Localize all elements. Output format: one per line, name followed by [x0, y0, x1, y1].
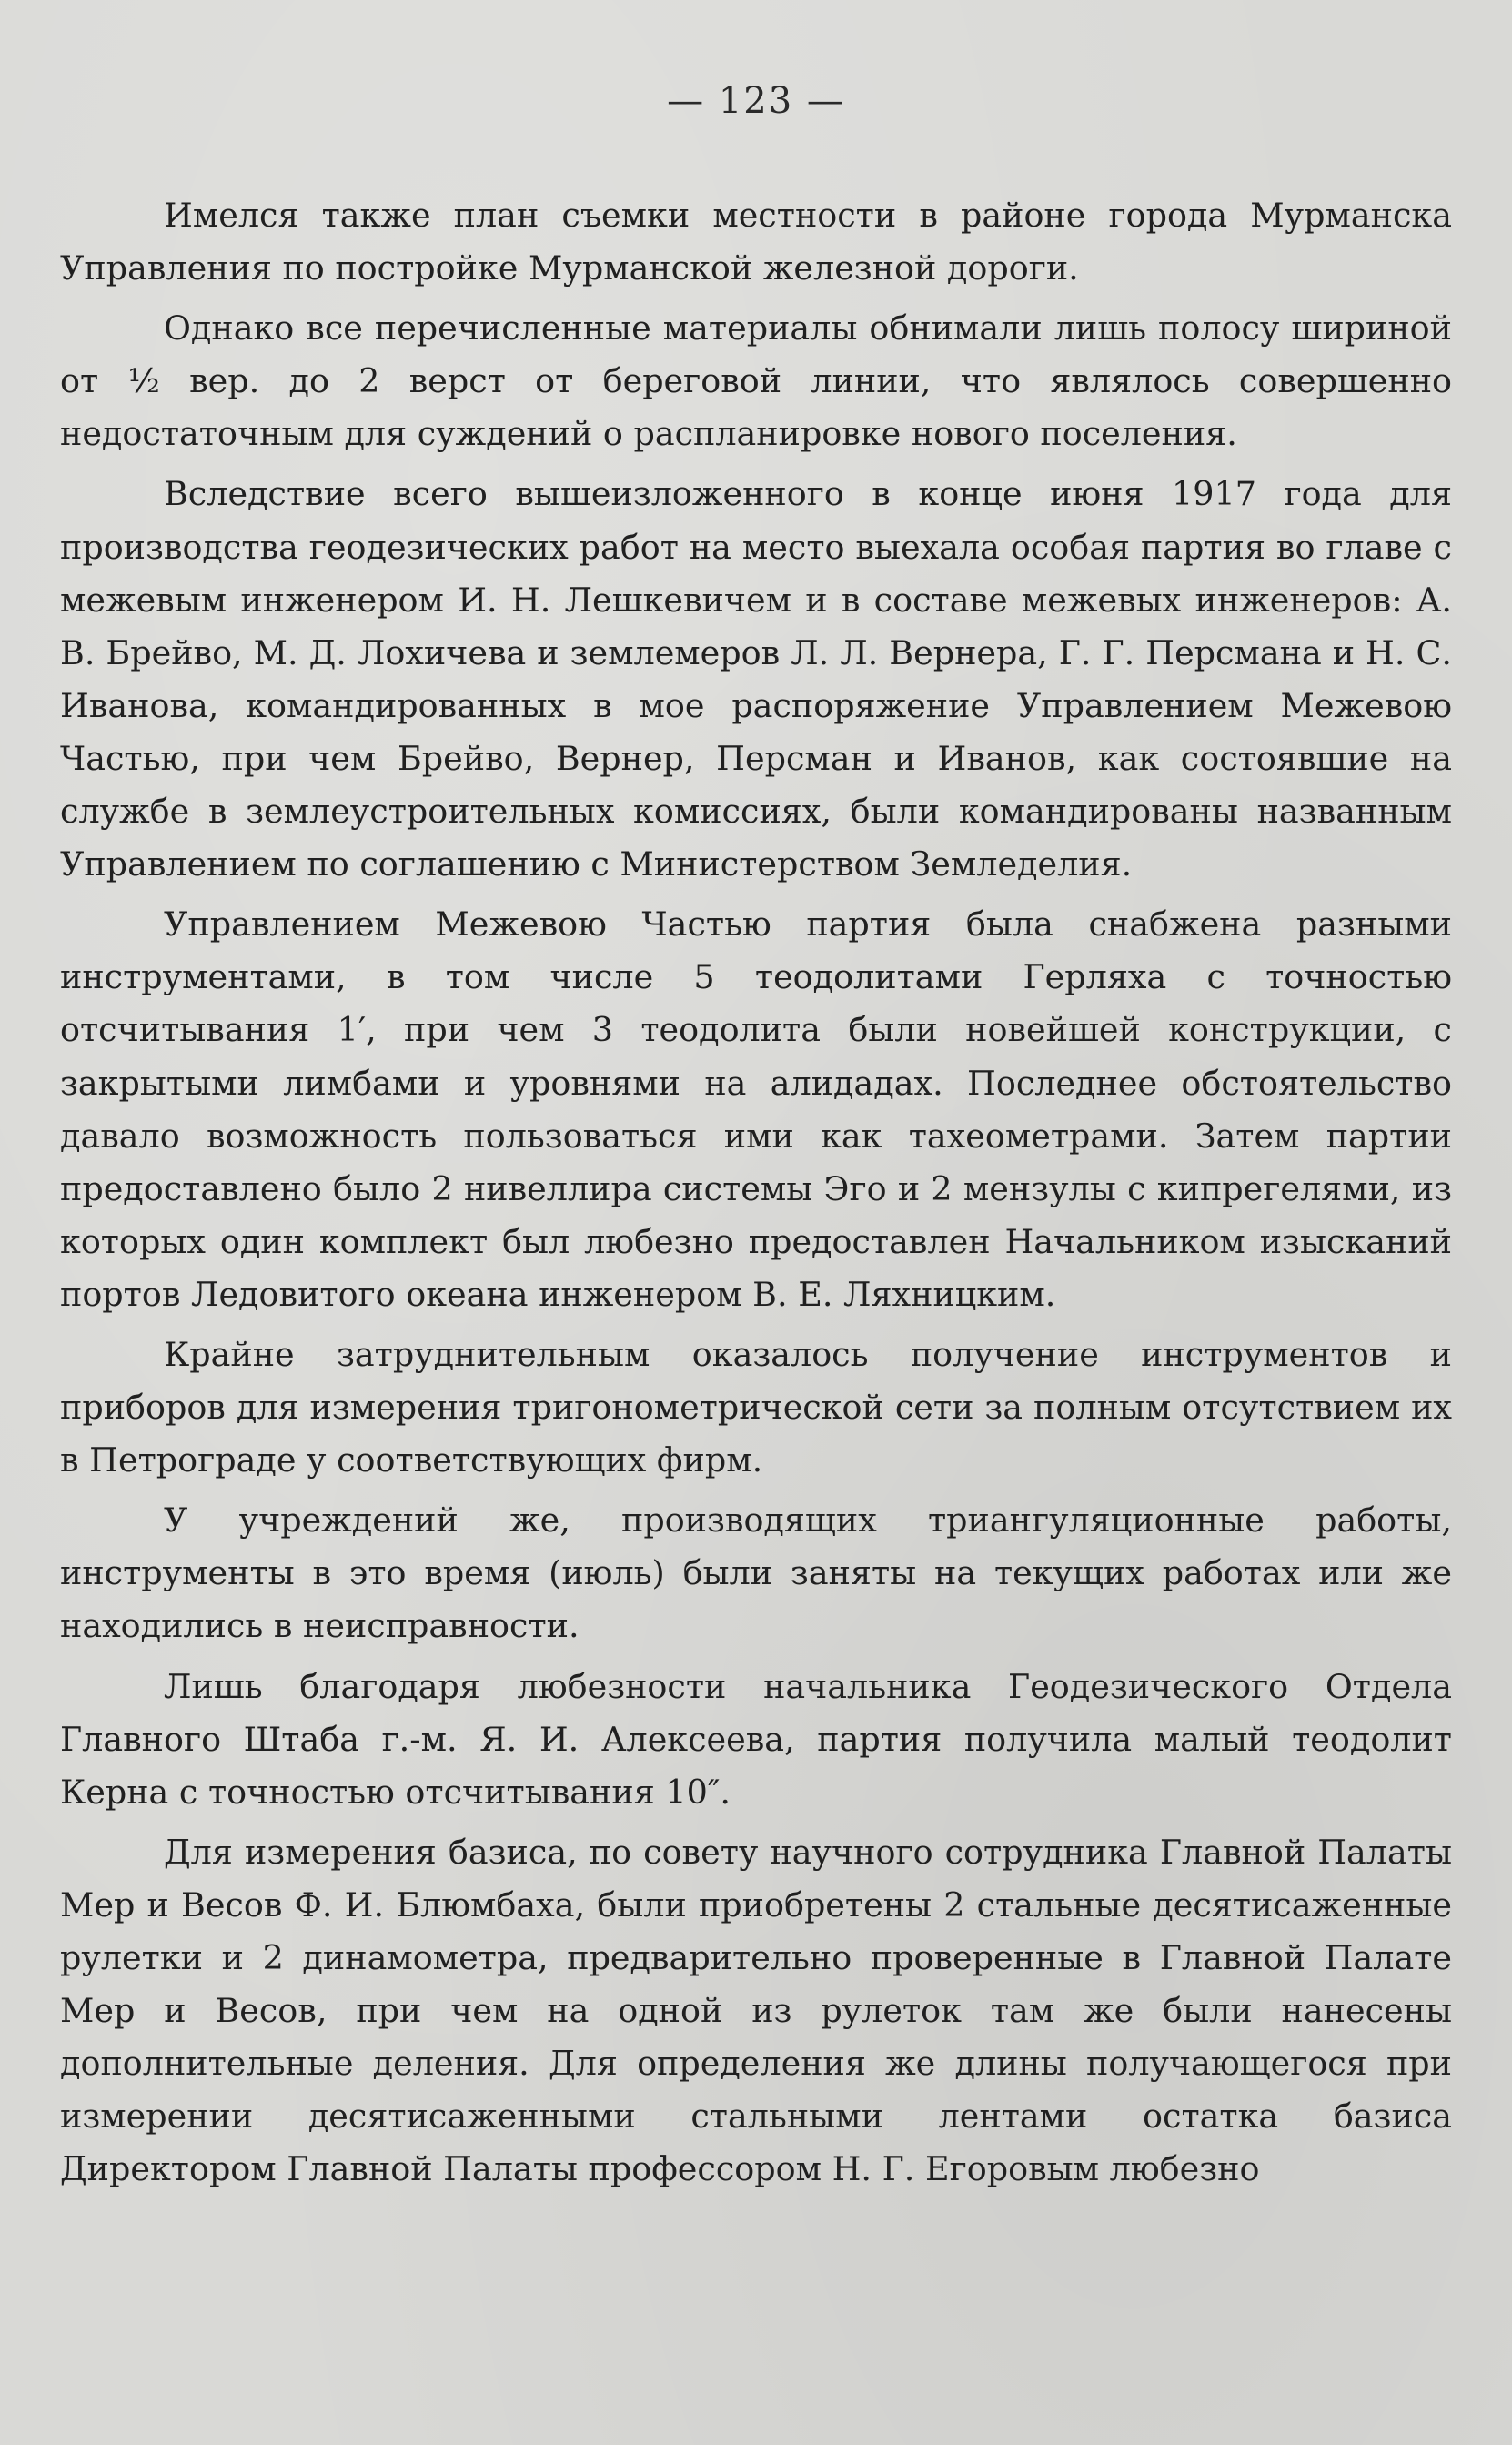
paragraph-instruments: Управлением Межевою Частью партия была снабжена разными инструментами, в том числе 5 теодолитами Герляха с точностью отсчитывания 1′, при чем 3 теодолита были новейшей конструкции, с закрытыми лимбами и уровнями на алидадах. Последнее обстоятельство давало возможность пользоваться ими как тахеометрами. Затем партии предоставлено было 2 нивеллира системы Эго и 2 мензулы с кипрегелями, из которых один комплект был любезно предоставлен Начальником изысканий портов Ледовитого океана инженером В. Е. Ляхницким. [60, 904, 1452, 1314]
paragraph-murmansk-survey-plan: Имелся также план съемки местности в районе города Мурманска Управления по постройке Мурманской железной дороги. [60, 196, 1452, 288]
paragraph-survey-party: Вследствие всего вышеизложенного в конце июня 1917 года для производства геодезических работ на место выехала особая партия во главе с межевым инженером И. Н. Лешкевичем и в составе межевых инженеров: А. В. Брейво, М. Д. Лохичева и землемеров Л. Л. Вернера, Г. Г. Персмана и Н. С. Иванова, командированных в мое распоряжение Управлением Межевою Частью, при чем Брейво, Вернер, Персман и Иванов, как состоявшие на службе в землеустроительных комиссиях, были командированы названным Управлением по соглашению с Министерством Земледелия. [60, 474, 1452, 884]
paragraph-institutions-busy: У учреждений же, производящих триангуляционные работы, инструменты в это время (июль) были заняты на текущих работах или же находились в неисправности. [60, 1500, 1452, 1646]
body-text [60, 189, 1452, 2196]
paragraph-kern-theodolite: Лишь благодаря любезности начальника Геодезического Отдела Главного Штаба г.-м. Я. И. Алексеева, партия получила малый теодолит Керна с точностью отсчитывания 10″. [60, 1666, 1452, 1812]
paragraph-instrument-difficulty: Крайне затруднительным оказалось получение инструментов и приборов для измерения тригонометрической сети за полным отсутствием их в Петрограде у соответствующих фирм. [60, 1334, 1452, 1480]
page-number: — 123 — [667, 80, 845, 122]
paragraph-materials-insufficient: Однако все перечисленные материалы обнимали лишь полосу шириной от ½ вер. до 2 верст от береговой линии, что являлось совершенно недостаточным для суждений о распланировке нового поселения. [60, 308, 1452, 454]
paragraph-baseline-measurement: Для измерения базиса, по совету научного сотрудника Главной Палаты Мер и Весов Ф. И. Блюмбаха, были приобретены 2 стальные десятисаженные рулетки и 2 динамометра, предварительно проверенные в Главной Палате Мер и Весов, при чем на одной из рулеток там же были нанесены дополнительные деления. Для определения же длины получающегося при измерении десятисаженными стальными лентами остатка базиса Директором Главной Палаты профессором Н. Г. Егоровым любезно [60, 1832, 1452, 2189]
